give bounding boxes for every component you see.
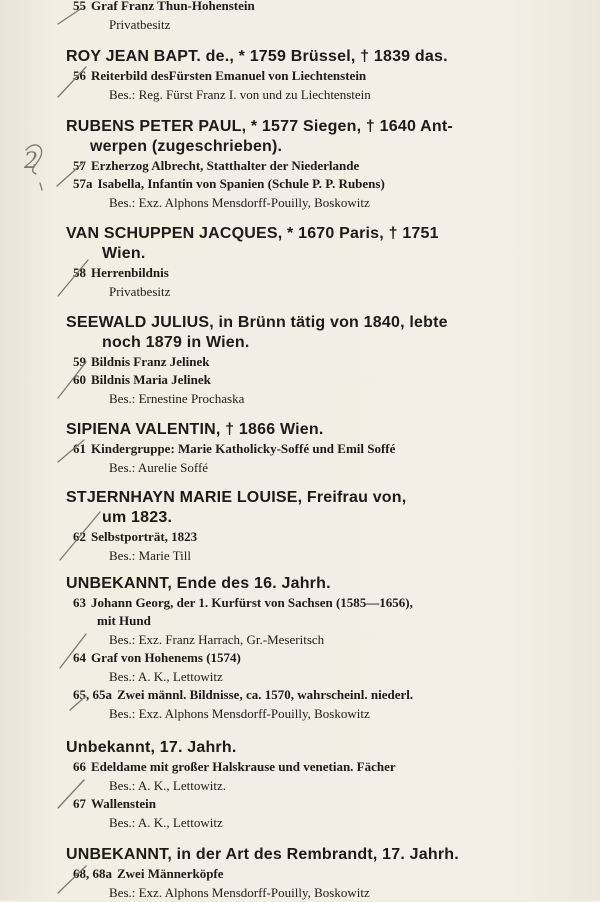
work-title: Reiterbild desFürsten Emanuel von Liechtenstein (91, 68, 367, 83)
work-line (73, 353, 512, 371)
work-number: 57 (73, 158, 86, 173)
margin-note: 2 (24, 149, 38, 174)
artist-heading (66, 313, 512, 353)
artist-heading-line: VAN SCHUPPEN JACQUES, * 1670 Paris, † 1751 (66, 225, 439, 242)
entry-seewald (66, 313, 512, 408)
work-title: Wallenstein (91, 796, 157, 811)
work-number: 65, 65a (73, 687, 112, 702)
work-title: Zwei männl. Bildnisse, ca. 1570, wahrscheinl. niederl. (117, 687, 414, 702)
owner-line: Bes.: A. K., Lettowitz. (109, 778, 226, 793)
work-line (73, 440, 512, 458)
owner-line: Bes.: A. K., Lettowitz (109, 669, 223, 684)
entry-van-schuppen (66, 224, 512, 301)
artist-heading (66, 117, 512, 157)
work-title: Isabella, Infantin von Spanien (Schule P. P. Rubens) (97, 176, 385, 191)
owner-line: Bes.: Marie Till (109, 548, 191, 563)
work-title: Kindergruppe: Marie Katholicky-Soffé und Emil Soffé (91, 441, 396, 456)
entry-rubens (66, 117, 512, 212)
work-title: Bildnis Franz Jelinek (91, 354, 210, 369)
artist-heading: ROY JEAN BAPT. de., * 1759 Brüssel, † 1839 das. (66, 48, 448, 65)
owner-line: Bes.: Reg. Fürst Franz I. von und zu Liechtenstein (109, 87, 371, 102)
work-number: 63 (73, 595, 86, 610)
work-number: 58 (73, 265, 86, 280)
work-line (73, 594, 512, 630)
artist-heading-continuation: noch 1879 in Wien. (102, 334, 250, 351)
work-number: 62 (73, 529, 86, 544)
entry-unbekannt-rembrandt (66, 845, 512, 902)
work-line (73, 865, 512, 883)
owner-line: Bes.: Aurelie Soffé (109, 460, 209, 475)
work-title: Herrenbildnis (91, 265, 169, 280)
artist-heading-continuation: werpen (zugeschrieben). (90, 138, 283, 155)
entry-sipiena (66, 420, 512, 477)
owner-line: Bes.: Exz. Alphons Mensdorff-Pouilly, Boskowitz (109, 706, 370, 721)
work-line (73, 175, 512, 193)
work-title: Graf von Hohenems (1574) (91, 650, 241, 665)
work-line (73, 371, 512, 389)
work-number: 55 (73, 0, 86, 13)
entry-stjernhayn (66, 488, 512, 565)
work-line (73, 795, 512, 813)
artist-heading: UNBEKANNT, Ende des 16. Jahrh. (66, 575, 331, 592)
artist-heading-line: STJERNHAYN MARIE LOUISE, Freifrau von, (66, 489, 407, 506)
artist-heading: SIPIENA VALENTIN, † 1866 Wien. (66, 421, 324, 438)
work-number: 57a (73, 176, 93, 191)
artist-heading: UNBEKANNT, in der Art des Rembrandt, 17. Jahrh. (66, 846, 459, 863)
owner-line: Bes.: Exz. Franz Harrach, Gr.-Meseritsch (109, 632, 325, 647)
owner-line: Privatbesitz (109, 17, 171, 32)
work-number: 59 (73, 354, 86, 369)
work-title: Graf Franz Thun-Hohenstein (91, 0, 255, 13)
artist-heading-line: SEEWALD JULIUS, in Brünn tätig von 1840, lebte (66, 314, 448, 331)
work-number: 56 (73, 68, 86, 83)
entry-55 (66, 0, 512, 34)
work-line (73, 528, 512, 546)
work-line (73, 264, 512, 282)
artist-heading-continuation: um 1823. (102, 509, 173, 526)
artist-heading-continuation: Wien. (102, 245, 146, 262)
artist-heading (66, 224, 512, 264)
work-number: 68, 68a (73, 866, 112, 881)
work-title-continuation: mit Hund (97, 613, 151, 628)
artist-heading (66, 488, 512, 528)
artist-heading: Unbekannt, 17. Jahrh. (66, 739, 237, 756)
owner-line: Bes.: A. K., Lettowitz (109, 815, 223, 830)
entry-unbekannt-16 (66, 574, 512, 723)
work-number: 61 (73, 441, 86, 456)
entry-unbekannt-17 (66, 738, 512, 832)
work-title: Johann Georg, der 1. Kurfürst von Sachsen (1585—1656), (91, 595, 413, 610)
work-number: 67 (73, 796, 86, 811)
work-line (73, 758, 512, 776)
work-title: Selbstporträt, 1823 (91, 529, 198, 544)
owner-line: Bes.: Exz. Alphons Mensdorff-Pouilly, Boskowitz (109, 195, 370, 210)
work-number: 64 (73, 650, 86, 665)
owner-line: Bes.: Ernestine Prochaska (109, 391, 245, 406)
work-line (73, 67, 512, 85)
work-number: 60 (73, 372, 86, 387)
work-title: Zwei Männerköpfe (117, 866, 224, 881)
owner-line: Bes.: Exz. Alphons Mensdorff-Pouilly, Boskowitz (109, 885, 370, 900)
work-title: Edeldame mit großer Halskrause und venetian. Fächer (91, 759, 396, 774)
work-number: 66 (73, 759, 86, 774)
work-line (73, 157, 512, 175)
pencil-dash (40, 183, 42, 190)
work-line (73, 0, 512, 15)
pencil-curve (26, 145, 42, 174)
entry-roy (66, 47, 512, 104)
work-line (73, 686, 512, 704)
work-title: Bildnis Maria Jelinek (91, 372, 211, 387)
work-line (73, 649, 512, 667)
artist-heading-line: RUBENS PETER PAUL, * 1577 Siegen, † 1640 Ant- (66, 118, 453, 135)
work-title: Erzherzog Albrecht, Statthalter der Niederlande (91, 158, 360, 173)
owner-line: Privatbesitz (109, 284, 171, 299)
